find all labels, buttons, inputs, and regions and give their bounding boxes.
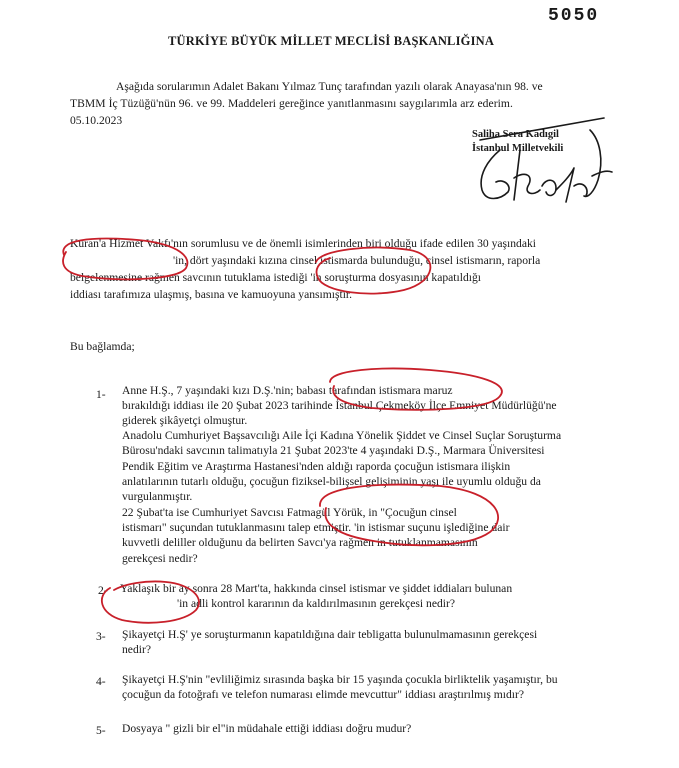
question-1-line-2: bırakıldığı iddiası ile 20 Şubat 2023 tarihinde İstanbul Çekmeköy İlçe Emniyet Müdürlüğü'ne — [122, 399, 557, 412]
paragraph-line-3: belgelenmesine rağmen savcının tutuklama istediği 'in soruşturma dosyasının kapatıldığı — [70, 271, 482, 284]
question-1-line-7: anlatılarının tutarlı olduğu, çocuğun fiziksel-bilişsel gelişiminin yaşı ile uyumlu olduğu da — [122, 475, 541, 488]
annotation-ellipse-kurana — [63, 239, 187, 280]
annotation-ellipse-istismar-sucunu — [320, 485, 498, 546]
question-4-line-2: çocuğun da fotoğrafı ve telefon numarası elimde mevcuttur" iddiası araştırılmış mıdır? — [122, 688, 525, 701]
annotation-ellipse-adli-kontrol — [102, 581, 199, 622]
question-1-line-9: 22 Şubat'ta ise Cumhuriyet Savcısı Fatmagül Yörük, in "Çocuğun cinsel — [122, 506, 457, 519]
question-2-line-1: Yaklaşık bir ay sonra 28 Mart'ta, hakkında cinsel istismar ve şiddet iddiaları bulunan — [120, 582, 513, 595]
paragraph-line-4: iddiası tarafımıza ulaşmış, basına ve kamuoyuna yansımıştır. — [70, 288, 353, 301]
question-1-line-4: Anadolu Cumhuriyet Başsavcılığı Aile İçi Kadına Yönelik Şiddet ve Cinsel Suçlar Soruşturma — [122, 429, 562, 442]
question-5-line-1: Dosyaya " gizli bir el"in müdahale ettiği iddiası doğru mudur? — [122, 722, 412, 735]
intro-date: 05.10.2023 — [70, 114, 123, 127]
annotation-ellipse-babasi — [330, 369, 502, 410]
question-1-line-5: Bürosu'ndaki savcının talimatıyla 21 Şubat 2023'te 4 yaşındaki D.Ş., Marmara Üniversitesi — [122, 444, 545, 457]
paragraph-line-1: Kuran'a Hizmet Vakfı'nın sorumlusu ve de önemli isimlerinden biri olduğu ifade edilen 30 yaşındaki — [70, 237, 537, 250]
signature-title: İstanbul Milletvekili — [472, 143, 564, 154]
question-1-number: 1- — [96, 388, 106, 401]
paragraph-line-2: 'in, dört yaşındaki kızına cinsel istismarda bulunduğu, cinsel istismarın, raporla — [173, 254, 541, 267]
question-1-line-1: Anne H.Ş., 7 yaşındaki kızı D.Ş.'nin; babası tarafından istismara maruz — [122, 384, 453, 397]
question-1-line-8: vurgulanmıştır. — [122, 490, 193, 503]
question-4-number: 4- — [96, 675, 106, 688]
document-heading: TÜRKİYE BÜYÜK MİLLET MECLİSİ BAŞKANLIĞINA — [168, 34, 495, 48]
question-3-line-1: Şikayetçi H.Ş' ye soruşturmanın kapatıldığına dair tebligatta bulunulmamasının gerekçesi — [122, 628, 538, 641]
lead-in: Bu bağlamda; — [70, 340, 135, 353]
question-4-line-1: Şikayetçi H.Ş'nin "evliliğimiz sırasında başka bir 15 yaşında çocukla birliktelik yaşamıştır, bu — [122, 673, 558, 686]
annotation-ellipse-istismarda — [316, 248, 430, 294]
question-1-line-6: Pendik Eğitim ve Araştırma Hastanesi'nden aldığı raporda çocuğun istismara ilişkin — [122, 460, 511, 473]
signature-name: Saliha Sera Kadıgil — [472, 129, 559, 140]
question-2-number: 2- — [98, 584, 108, 597]
question-3-line-2: nedir? — [122, 643, 151, 656]
question-3-number: 3- — [96, 630, 106, 643]
document-number: 5050 — [548, 6, 600, 26]
intro-line-2: TBMM İç Tüzüğü'nün 96. ve 99. Maddeleri gereğince yanıtlanmasını saygılarımla arz ederim. — [70, 97, 513, 110]
question-5-number: 5- — [96, 724, 106, 737]
question-2-line-2: 'in adli kontrol kararının da kaldırılmasının gerekçesi nedir? — [177, 597, 455, 610]
question-1-line-10: istismarı" suçundan tutuklanmasını talep etmiştir. 'in istismar suçunu işlediğine dair — [122, 521, 510, 534]
intro-line-1: Aşağıda sorularımın Adalet Bakanı Yılmaz Tunç tarafından yazılı olarak Anayasa'nın 98. ve — [116, 80, 543, 93]
question-1-line-3: giderek şikâyetçi olmuştur. — [122, 414, 248, 427]
question-1-line-11: kuvvetli deliller olduğunu da belirten Savcı'ya rağmen in tutuklanmamasının — [122, 536, 478, 549]
question-1-line-12: gerekçesi nedir? — [122, 552, 198, 565]
